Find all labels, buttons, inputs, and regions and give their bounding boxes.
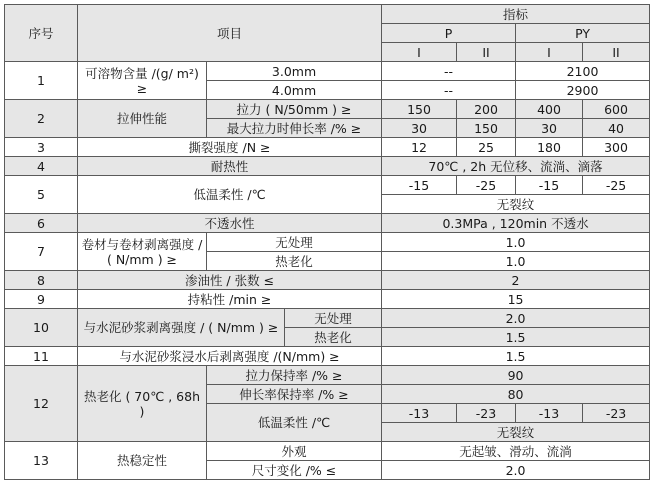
row-number: 13 <box>5 442 78 480</box>
header-py-i: I <box>516 43 583 62</box>
cell-value: 2.0 <box>382 461 650 480</box>
cell-value: 150 <box>457 119 516 138</box>
cell-value: -25 <box>583 176 650 195</box>
row-item: 热稳定性 <box>78 442 207 480</box>
cell-value: -13 <box>382 404 457 423</box>
row-number: 2 <box>5 100 78 138</box>
cell-value: 90 <box>382 366 650 385</box>
row-number: 8 <box>5 271 78 290</box>
table-row <box>5 442 650 461</box>
table-row <box>5 176 650 195</box>
row-number: 7 <box>5 233 78 271</box>
row-item: 持粘性 /min ≥ <box>78 290 382 309</box>
row-subitem: 热老化 <box>207 252 382 271</box>
row-number: 1 <box>5 62 78 100</box>
cell-value: 1.5 <box>382 328 650 347</box>
cell-value: -23 <box>457 404 516 423</box>
cell-value: 1.5 <box>382 347 650 366</box>
row-item: 低温柔性 /℃ <box>78 176 382 214</box>
row-subitem: 外观 <box>207 442 382 461</box>
row-subitem: 3.0mm <box>207 62 382 81</box>
row-number: 12 <box>5 366 78 442</box>
header-p: P <box>382 24 516 43</box>
header-py: PY <box>516 24 650 43</box>
row-subitem: 最大拉力时伸长率 /% ≥ <box>207 119 382 138</box>
cell-py: 2100 <box>516 62 650 81</box>
table-row <box>5 233 650 252</box>
row-subitem: 无处理 <box>207 233 382 252</box>
row-number: 5 <box>5 176 78 214</box>
cell-value: 1.0 <box>382 252 650 271</box>
row-item: 与水泥砂浆浸水后剥离强度 /(N/mm) ≥ <box>78 347 382 366</box>
row-item: 耐热性 <box>78 157 382 176</box>
row-subitem: 拉力 ( N/50mm ) ≥ <box>207 100 382 119</box>
cell-value: 15 <box>382 290 650 309</box>
header-indicator: 指标 <box>382 5 650 24</box>
cell-value: 40 <box>583 119 650 138</box>
table-row <box>5 62 650 81</box>
row-subitem: 无处理 <box>285 309 382 328</box>
row-number: 10 <box>5 309 78 347</box>
cell-py: 2900 <box>516 81 650 100</box>
table-row <box>5 366 650 385</box>
header-py-ii: II <box>583 43 650 62</box>
row-item: 不透水性 <box>78 214 382 233</box>
table-header-row <box>5 5 650 24</box>
table-row <box>5 214 650 233</box>
cell-p: -- <box>382 62 516 81</box>
row-item: 渗油性 / 张数 ≤ <box>78 271 382 290</box>
row-number: 11 <box>5 347 78 366</box>
cell-p: -- <box>382 81 516 100</box>
row-item: 与水泥砂浆剥离强度 / ( N/mm ) ≥ <box>78 309 285 347</box>
table-row <box>5 290 650 309</box>
row-subitem: 拉力保持率 /% ≥ <box>207 366 382 385</box>
row-item: 可溶物含量 /(g/ m²) ≥ <box>78 62 207 100</box>
cell-value: 400 <box>516 100 583 119</box>
header-seq: 序号 <box>5 5 78 62</box>
cell-value: 30 <box>516 119 583 138</box>
cell-value: -13 <box>516 404 583 423</box>
cell-value: 0.3MPa , 120min 不透水 <box>382 214 650 233</box>
table-row <box>5 138 650 157</box>
row-subitem: 低温柔性 /℃ <box>207 404 382 442</box>
cell-value: -15 <box>516 176 583 195</box>
table-row <box>5 157 650 176</box>
cell-value: -25 <box>457 176 516 195</box>
cell-value: -15 <box>382 176 457 195</box>
cell-value: 180 <box>516 138 583 157</box>
row-subitem: 尺寸变化 /% ≤ <box>207 461 382 480</box>
row-item: 热老化 ( 70℃ , 68h ) <box>78 366 207 442</box>
spec-table <box>4 4 650 480</box>
header-item: 项目 <box>78 5 382 62</box>
cell-value: -23 <box>583 404 650 423</box>
row-item: 拉伸性能 <box>78 100 207 138</box>
cell-value: 600 <box>583 100 650 119</box>
row-item: 撕裂强度 /N ≥ <box>78 138 382 157</box>
cell-value: 200 <box>457 100 516 119</box>
row-subitem: 伸长率保持率 /% ≥ <box>207 385 382 404</box>
cell-note: 无裂纹 <box>382 195 650 214</box>
row-number: 4 <box>5 157 78 176</box>
cell-value: 80 <box>382 385 650 404</box>
table-row <box>5 100 650 119</box>
row-item: 卷材与卷材剥离强度 / ( N/mm ) ≥ <box>78 233 207 271</box>
row-subitem: 热老化 <box>285 328 382 347</box>
cell-value: 300 <box>583 138 650 157</box>
table-row <box>5 347 650 366</box>
row-number: 9 <box>5 290 78 309</box>
row-number: 6 <box>5 214 78 233</box>
cell-value: 无起皱、滑动、流淌 <box>382 442 650 461</box>
cell-value: 70℃ , 2h 无位移、流淌、滴落 <box>382 157 650 176</box>
header-p-i: I <box>382 43 457 62</box>
cell-value: 150 <box>382 100 457 119</box>
table-row <box>5 309 650 328</box>
cell-value: 12 <box>382 138 457 157</box>
cell-value: 25 <box>457 138 516 157</box>
header-p-ii: II <box>457 43 516 62</box>
cell-note: 无裂纹 <box>382 423 650 442</box>
cell-value: 1.0 <box>382 233 650 252</box>
cell-value: 30 <box>382 119 457 138</box>
cell-value: 2 <box>382 271 650 290</box>
row-subitem: 4.0mm <box>207 81 382 100</box>
row-number: 3 <box>5 138 78 157</box>
cell-value: 2.0 <box>382 309 650 328</box>
table-row <box>5 271 650 290</box>
